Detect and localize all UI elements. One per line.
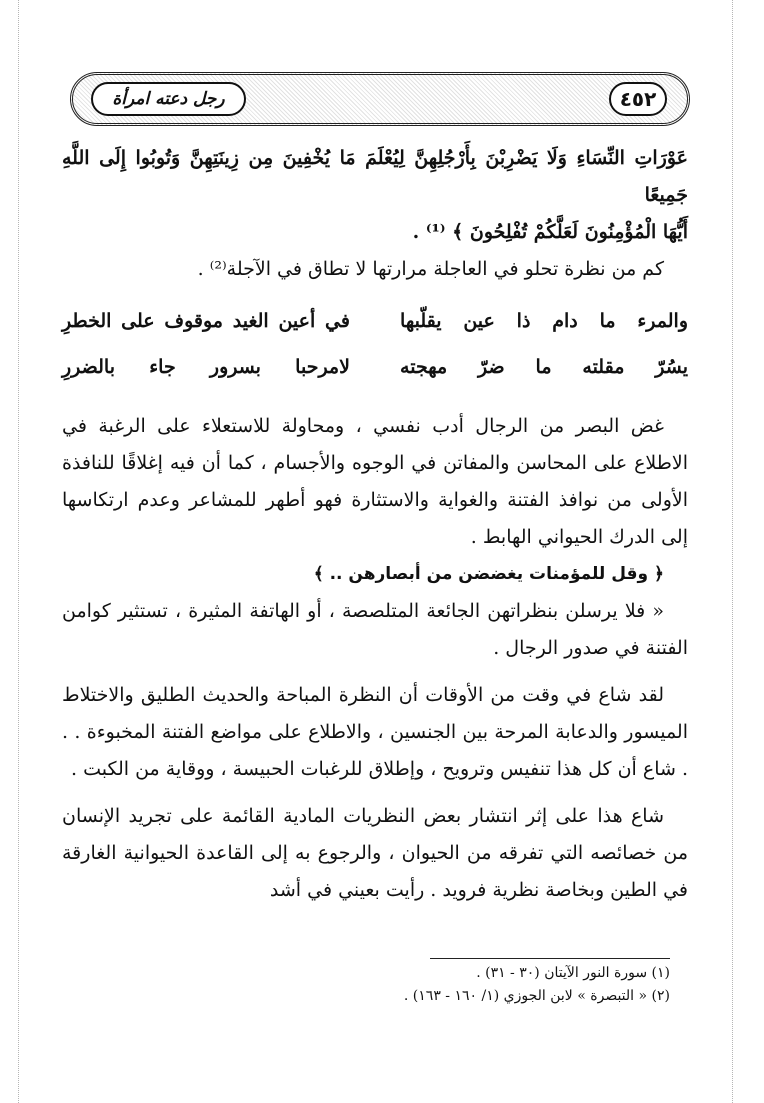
- footnote-2: (٢) « التبصرة » لابن الجوزي (١/ ١٦٠ - ١٦٣) .: [403, 988, 670, 1004]
- poem-hemistich-right: يسُرّ مقلته ما ضرّ مهجته: [400, 356, 688, 378]
- right-edge-dots: [732, 0, 733, 1103]
- verse-line-2: أَيُّهَا الْمُؤْمِنُونَ لَعَلَّكُمْ تُفْلِحُونَ ﴾ ⁽¹⁾ .: [412, 221, 688, 243]
- poem-verse: [62, 298, 688, 344]
- footnote-1: (١) سورة النور الآيتان (٣٠ - ٣١) .: [476, 965, 670, 981]
- header-title: رجل دعته امرأة: [112, 89, 225, 109]
- poem-hemistich-left: لامرحبا بسرور جاء بالضررِ: [62, 356, 350, 378]
- poem: [62, 298, 688, 390]
- intro-line: كم من نظرة تحلو في العاجلة مرارتها لا تطاق في الآجلة⁽²⁾ .: [197, 258, 664, 280]
- poem-hemistich-right: والمرء ما دام ذا عين يقلّبها: [400, 310, 688, 332]
- paragraph-1: غض البصر من الرجال أدب نفسي ، ومحاولة للاستعلاء على الرغبة في الاطلاع على المحاسن والمفاتن في الوجوه والأجسام ، كما أن فيه إغلاقًا للنافذة الأولى من نوافذ الفتنة والغواية والاستثارة فهو أطهر للمشاعر وعدم ارتكاسها إلى الدرك الحيواني الهابط .: [62, 415, 688, 548]
- footnotes: [200, 962, 670, 1008]
- ayah-quote: ﴿ وقل للمؤمنات يغضضن من أبصارهن .. ﴾: [313, 564, 664, 584]
- page-number-box: [609, 82, 667, 116]
- verse-line-1: عَوْرَاتِ النِّسَاءِ وَلَا يَضْرِبْنَ بِأَرْجُلِهِنَّ لِيُعْلَمَ مَا يُخْفِينَ مِن زِينَتِهِنَّ وَتُوبُوا إِلَى اللَّهِ جَمِيعًا: [62, 147, 688, 206]
- left-edge-dots: [18, 0, 19, 1103]
- page-body: [62, 140, 688, 909]
- poem-hemistich-left: في أعين الغيد موقوف على الخطرِ: [62, 310, 350, 332]
- paragraph-4: شاع هذا على إثر انتشار بعض النظريات المادية القائمة على تجريد الإنسان من خصائصه التي تفرقه من الحيوان ، والرجوع به إلى القاعدة الحيوانية الغارقة في الطين وبخاصة نظرية فرويد . رأيت بعيني في أشد: [62, 805, 688, 901]
- footnote-separator: [430, 958, 670, 959]
- page-number: ٤٥٢: [619, 87, 657, 111]
- paragraph-2: « فلا يرسلن بنظراتهن الجائعة المتلصصة ، أو الهاتفة المثيرة ، تستثير كوامن الفتنة في صدور الرجال .: [62, 600, 688, 659]
- page-header: [70, 72, 690, 126]
- header-title-box: [91, 82, 246, 116]
- paragraph-3: لقد شاع في وقت من الأوقات أن النظرة المباحة والحديث الطليق والاختلاط الميسور والدعابة المرحة بين الجنسين ، والاطلاع على مواضع الفتنة المخبوءة . . . شاع أن كل هذا تنفيس وترويح ، وإطلاق للرغبات الحبيسة ، ووقاية من الكبت .: [62, 684, 688, 780]
- poem-verse: [62, 344, 688, 390]
